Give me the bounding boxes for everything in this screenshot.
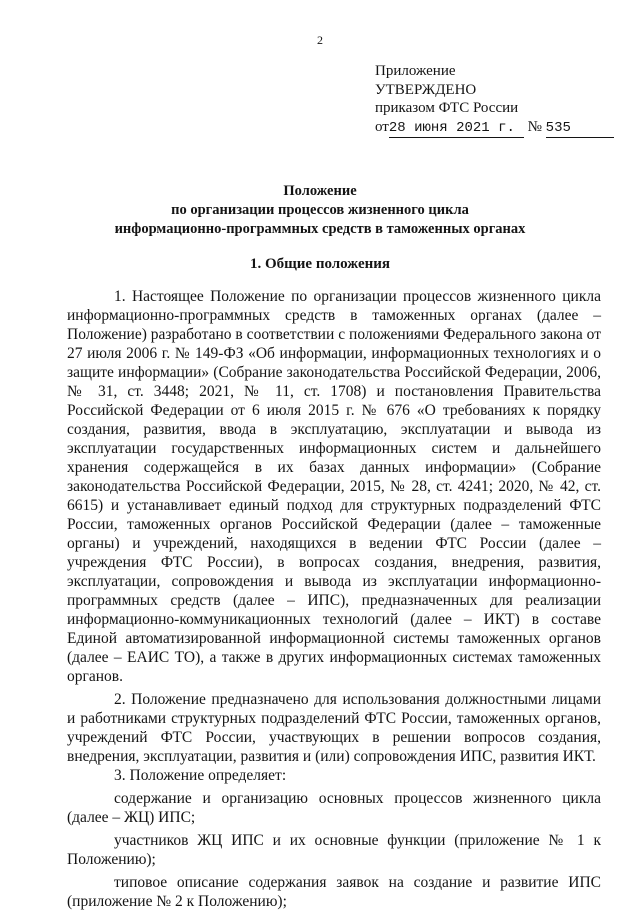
document-body bbox=[67, 287, 601, 911]
approval-line-appendix: Приложение bbox=[375, 63, 456, 79]
approval-date: 28 июня 2021 г. bbox=[389, 119, 524, 139]
title-line-3: информационно-программных средств в таможенных органах bbox=[114, 221, 526, 237]
paragraph-3: 3. Положение определяет: bbox=[114, 767, 287, 784]
paragraph-1: 1. Настоящее Положение по организации процессов жизненного цикла информационно-программных средств в таможенных органах (далее – Положение) разработано в соответствии с положениями Федерального закона от 27 июля 2006 г. № 149-ФЗ «Об информации, информационных технологиях и о защите информации» (Собрание законодательства Российской Федерации, 2006, № 31, ст. 3448; 2021, № 11, ст. 1708) и постановления Правительства Российской Федерации от 6 июля 2015 г. № 676 «О требованиях к порядку создания, развития, ввода в эксплуатацию, эксплуатации и вывода из эксплуатации государственных информационных систем и дальнейшего хранения содержащейся в их базах данных информации» (Собрание законодательства Российской Федерации, 2015, № 28, ст. 4241; 2020, № 42, ст. 6615) и устанавливает единый подход для структурных подразделений ФТС России, таможенных органов Российской Федерации (далее – таможенные органы) и учреждений, находящихся в ведении ФТС России (далее – учреждения ФТС России), в вопросах создания, внедрения, развития, эксплуатации, сопровождения и вывода из эксплуатации информационно-программных средств (далее – ИПС), предназначенных для реализации информационно-коммуникационных технологий (далее – ИКТ) в составе Единой автоматизированной информационной системы таможенных органов (далее – ЕАИС ТО), а также в других информационных системах таможенных органов. bbox=[67, 288, 601, 685]
list-item: типовое описание содержания заявок на создание и развитие ИПС (приложение № 2 к Положению); bbox=[67, 874, 601, 910]
document-title bbox=[0, 182, 640, 239]
number-prefix: № bbox=[527, 118, 542, 135]
approval-date-line bbox=[375, 118, 614, 139]
list-item: участников ЖЦ ИПС и их основные функции (приложение № 1 к Положению); bbox=[67, 832, 601, 868]
paragraph-2: 2. Положение предназначено для использования должностными лицами и работниками структурных подразделений ФТС России, таможенных органов, учреждений ФТС России, участвующих в решении вопросов создания, внедрения, эксплуатации, развития и (или) сопровождения ИПС, развития ИКТ. bbox=[67, 691, 601, 765]
approval-number: 535 bbox=[546, 119, 614, 139]
approval-line-approved: УТВЕРЖДЕНО bbox=[375, 81, 477, 98]
title-line-2: по организации процессов жизненного цикла bbox=[171, 202, 469, 218]
list-item: содержание и организацию основных процессов жизненного цикла (далее – ЖЦ) ИПС; bbox=[67, 790, 601, 826]
title-line-1: Положение bbox=[283, 183, 357, 199]
section-heading: 1. Общие положения bbox=[249, 256, 391, 272]
page-number: 2 bbox=[317, 33, 323, 47]
approval-stamp bbox=[375, 62, 614, 138]
date-prefix: от bbox=[375, 118, 389, 135]
approval-line-order: приказом ФТС России bbox=[375, 100, 519, 116]
